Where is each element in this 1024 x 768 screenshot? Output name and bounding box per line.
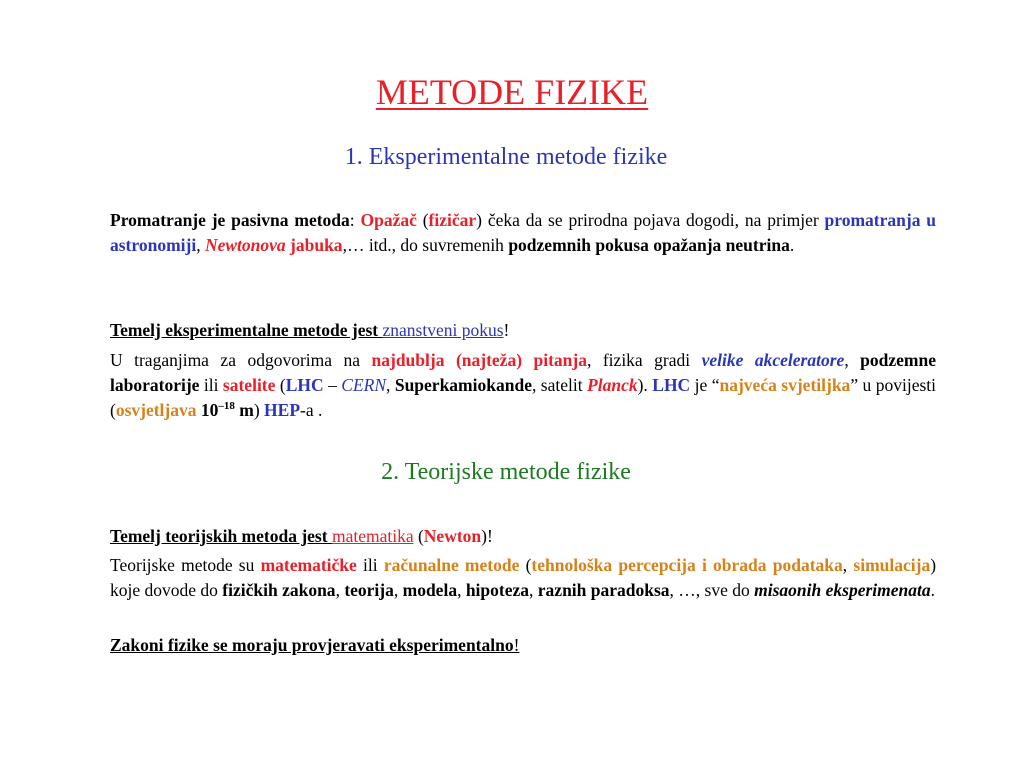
- paragraph-theoretical-methods: Teorijske metode su matematičke ili računalne metode (tehnološka percepcija i obrada podataka, simulacija) koje dovode do fizičkih zakona, teorija, modela, hipoteza, raznih paradoksa, …, sve do misaonih eksperimenata.: [110, 555, 937, 600]
- section-heading-theoretical: 2. Teorijske metode fizike: [381, 459, 631, 485]
- section-heading-experimental: 1. Eksperimentalne metode fizike: [344, 144, 668, 170]
- page-title: METODE FIZIKE: [375, 72, 649, 112]
- paragraph-theory-basis: Temelj teorijskih metoda jest matematika (Newton)!: [110, 526, 493, 546]
- paragraph-laws-verification: Zakoni fizike se moraju provjeravati eksperimentalno!: [110, 635, 520, 655]
- paragraph-accelerators: U traganjima za odgovorima na najdublja (najteža) pitanja, fizika gradi velike akceleratore, podzemne laboratorije ili satelite (LHC – CERN, Superkamiokande, satelit Planck). LHC je “najveća svjetiljka” u povijesti (osvjetljava $10^{-18}$ m) HEP-a .: [110, 350, 937, 420]
- paragraph-observation: Promatranje je pasivna metoda: Opažač (fizičar) čeka da se prirodna pojava dogodi, na primjer promatranja u astronomiji, Newtonova jabuka,… itd., do suvremenih podzemnih pokusa opažanja neutrina.: [110, 210, 937, 255]
- paragraph-experiment-basis: Temelj eksperimentalne metode jest znanstveni pokus!: [110, 320, 510, 340]
